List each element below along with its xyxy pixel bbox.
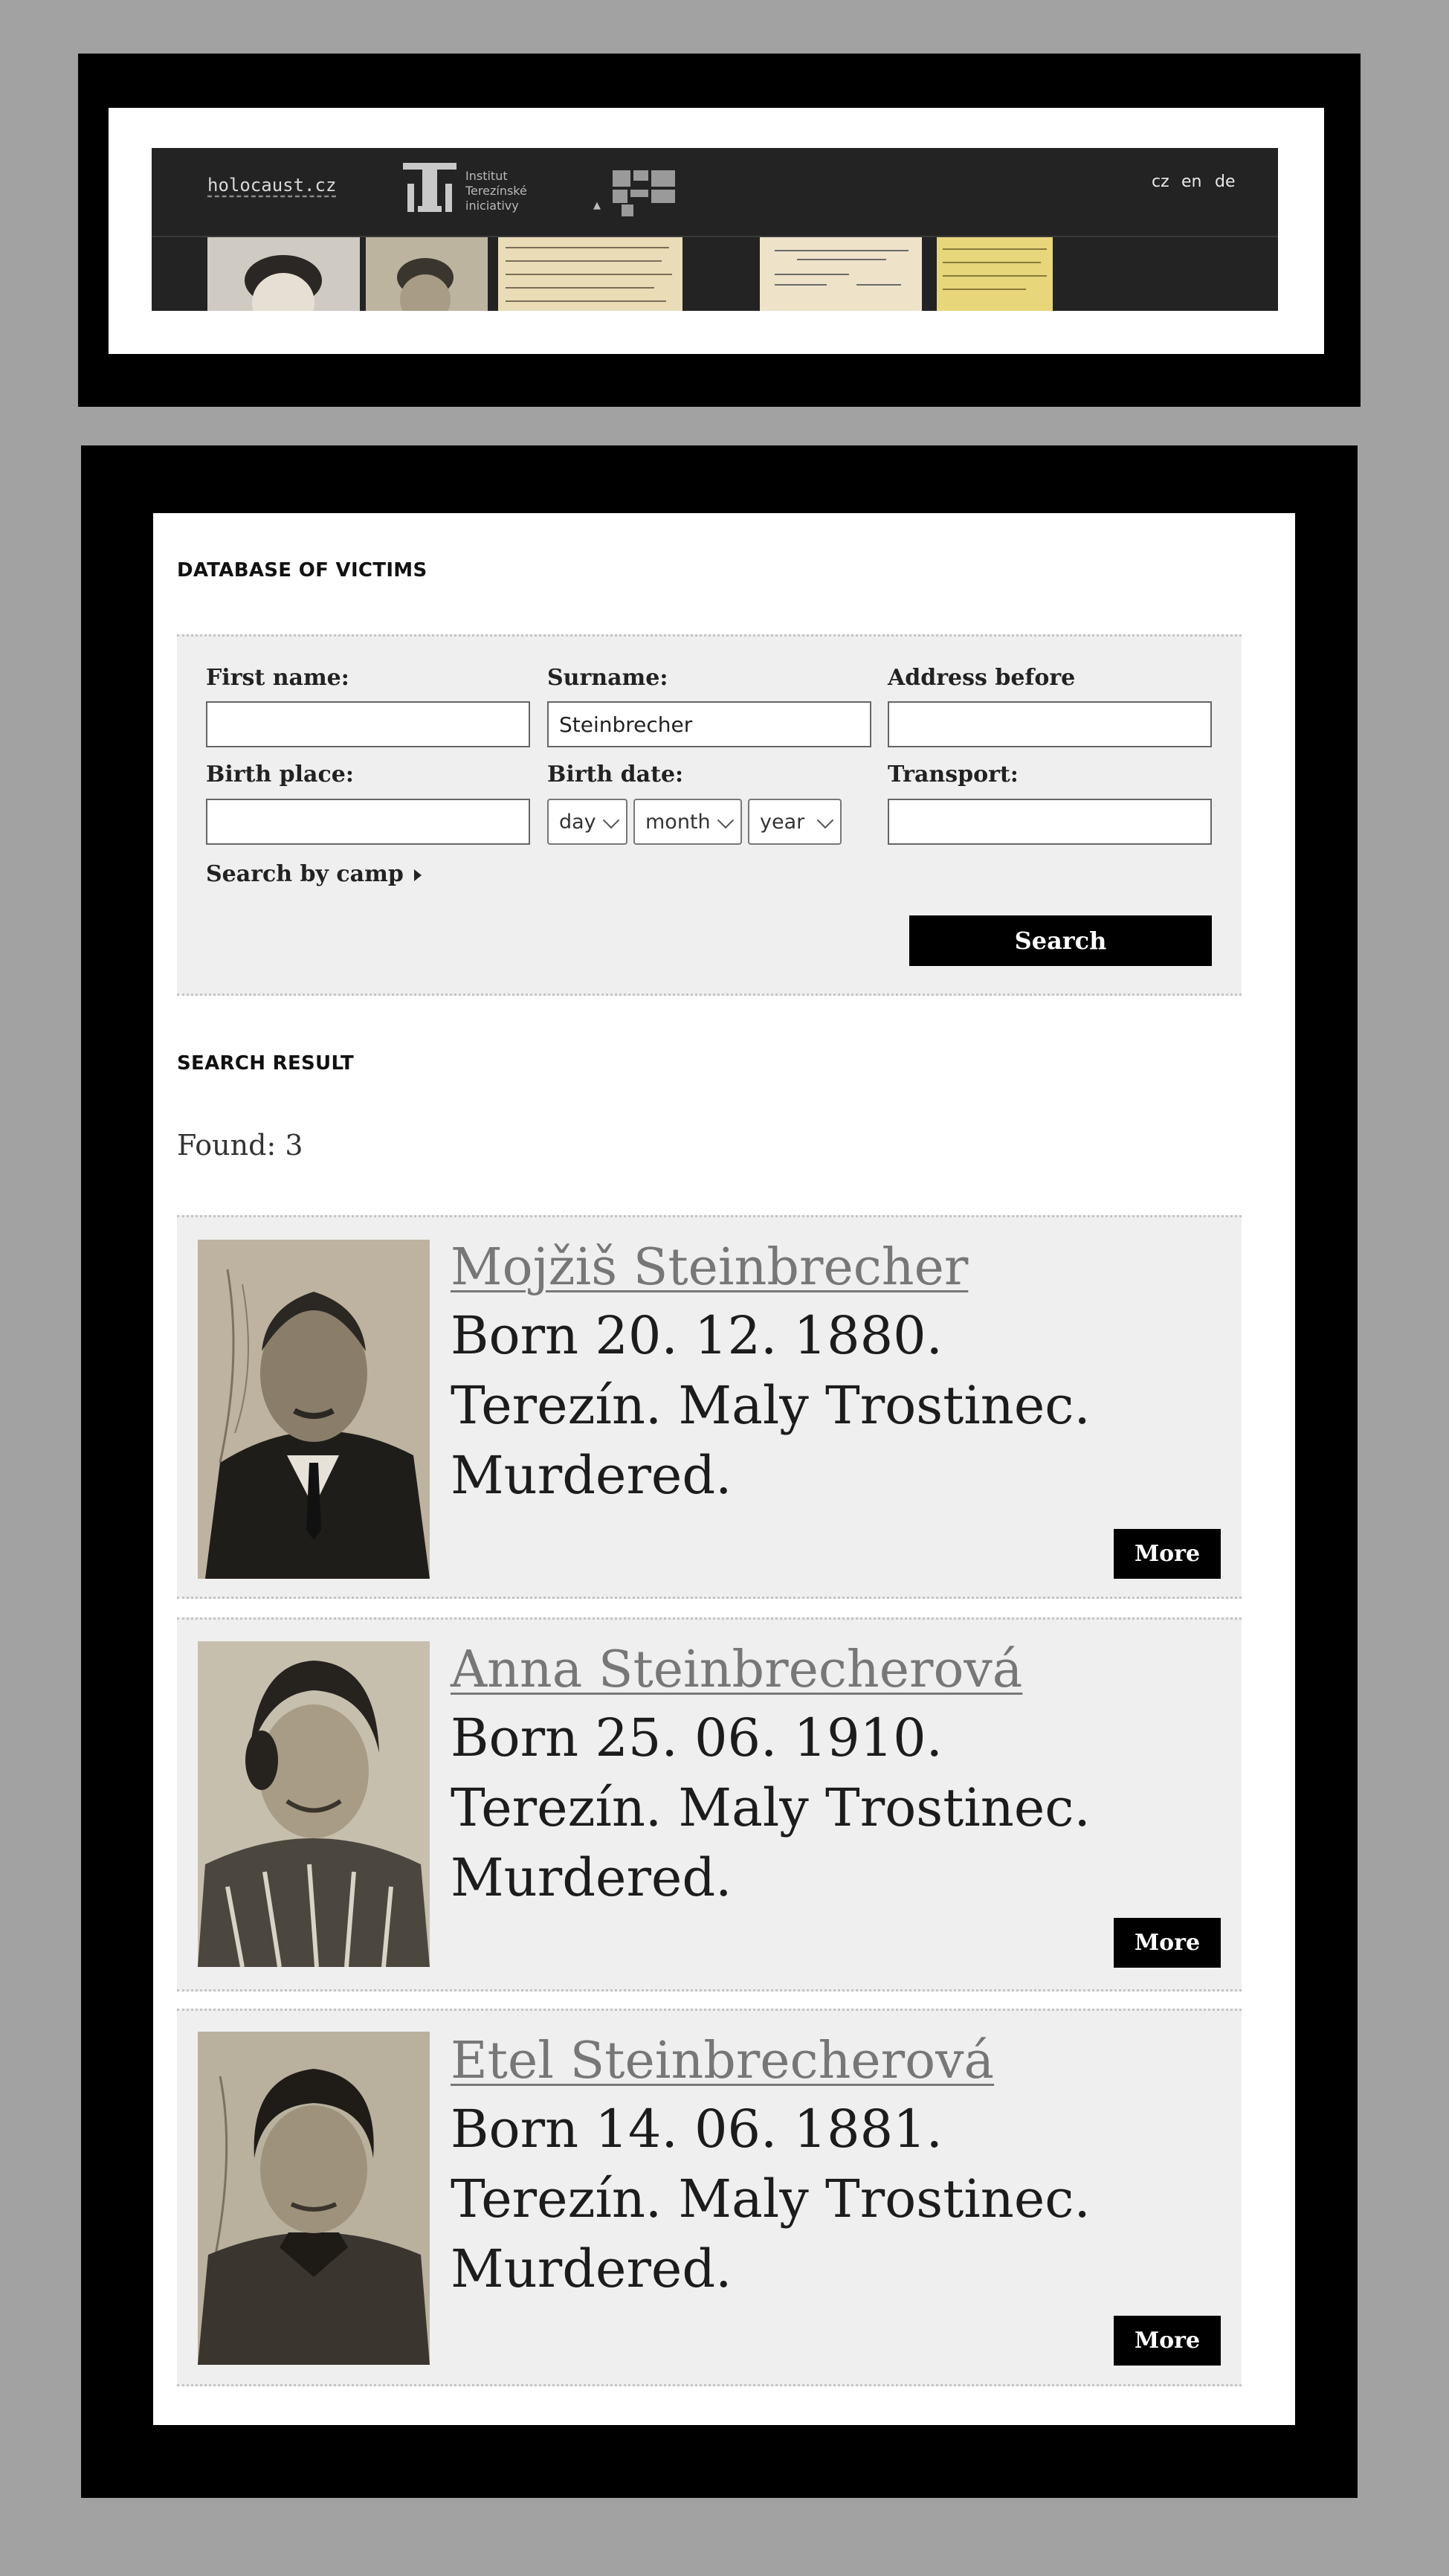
result-card xyxy=(177,1617,1242,1991)
chevron-down-icon xyxy=(817,812,834,829)
lang-en-link[interactable]: en xyxy=(1181,173,1202,191)
first-name-label: First name: xyxy=(206,665,349,691)
more-button[interactable]: More xyxy=(1114,2316,1221,2366)
result-card xyxy=(177,1215,1242,1599)
surname-input[interactable] xyxy=(547,701,871,747)
search-button[interactable]: Search xyxy=(909,915,1212,966)
victim-route: Terezín. Maly Trostinec. xyxy=(451,1777,1091,1838)
lang-de-link[interactable]: de xyxy=(1215,173,1236,191)
address-input[interactable] xyxy=(888,701,1212,747)
lang-cz-link[interactable]: cz xyxy=(1152,173,1169,191)
birth-month-select[interactable] xyxy=(633,799,742,845)
victim-portrait[interactable] xyxy=(198,1641,430,1967)
more-button[interactable]: More xyxy=(1114,1918,1221,1968)
transport-label: Transport: xyxy=(888,761,1019,788)
partner-logo-icon[interactable] xyxy=(595,170,677,218)
victim-route: Terezín. Maly Trostinec. xyxy=(451,1375,1091,1436)
victim-fate: Murdered. xyxy=(451,2238,732,2299)
search-by-camp-label: Search by camp xyxy=(206,861,404,887)
found-count: Found: 3 xyxy=(177,1129,303,1162)
strip-portrait-1 xyxy=(207,237,360,311)
strip-document-2 xyxy=(760,237,922,311)
chevron-down-icon xyxy=(603,812,620,829)
victim-born: Born 20. 12. 1880. xyxy=(451,1305,943,1366)
birth-day-value: day xyxy=(559,810,596,834)
victim-portrait[interactable] xyxy=(198,1240,430,1579)
strip-portrait-2 xyxy=(366,237,488,311)
victim-name-link[interactable]: Etel Steinbrecherová xyxy=(451,2032,995,2090)
photo-strip xyxy=(152,237,1278,311)
birth-month-value: month xyxy=(645,810,711,834)
institute-logo-text xyxy=(465,169,527,213)
chevron-down-icon xyxy=(717,812,735,829)
birth-year-value: year xyxy=(760,810,805,834)
surname-label: Surname: xyxy=(547,665,668,691)
more-button[interactable]: More xyxy=(1114,1529,1221,1579)
strip-document-3 xyxy=(937,237,1053,311)
transport-input[interactable] xyxy=(888,799,1212,845)
logo-line-2: Terezínské xyxy=(465,184,527,198)
victim-name-link[interactable]: Mojžiš Steinbrecher xyxy=(451,1238,969,1297)
victim-fate: Murdered. xyxy=(451,1847,732,1908)
header-bar xyxy=(152,148,1278,237)
caret-right-icon xyxy=(414,869,422,881)
victim-portrait[interactable] xyxy=(198,2032,430,2365)
birth-place-input[interactable] xyxy=(206,799,530,845)
birth-day-select[interactable] xyxy=(547,799,627,845)
strip-document-1 xyxy=(498,237,682,311)
victim-route: Terezín. Maly Trostinec. xyxy=(451,2168,1091,2229)
birth-date-label: Birth date: xyxy=(547,761,684,788)
institute-logo-icon[interactable] xyxy=(400,158,459,215)
victim-born: Born 14. 06. 1881. xyxy=(451,2099,943,2160)
triangle-icon: ▲ xyxy=(593,200,601,211)
victim-fate: Murdered. xyxy=(451,1445,732,1506)
logo-line-1: Institut xyxy=(465,169,508,183)
birth-place-label: Birth place: xyxy=(206,761,354,788)
logo-line-3: iniciativy xyxy=(465,199,519,213)
database-title: DATABASE OF VICTIMS xyxy=(177,559,427,582)
birth-year-select[interactable] xyxy=(748,799,842,845)
search-by-camp-toggle[interactable] xyxy=(206,861,422,887)
first-name-input[interactable] xyxy=(206,701,530,747)
site-header xyxy=(152,148,1278,311)
victim-born: Born 25. 06. 1910. xyxy=(451,1707,943,1768)
address-label: Address before xyxy=(888,665,1076,691)
victim-name-link[interactable]: Anna Steinbrecherová xyxy=(451,1640,1023,1699)
search-result-title: SEARCH RESULT xyxy=(177,1052,355,1075)
holocaust-site-link[interactable]: holocaust.cz xyxy=(207,175,337,196)
result-card xyxy=(177,2009,1242,2386)
